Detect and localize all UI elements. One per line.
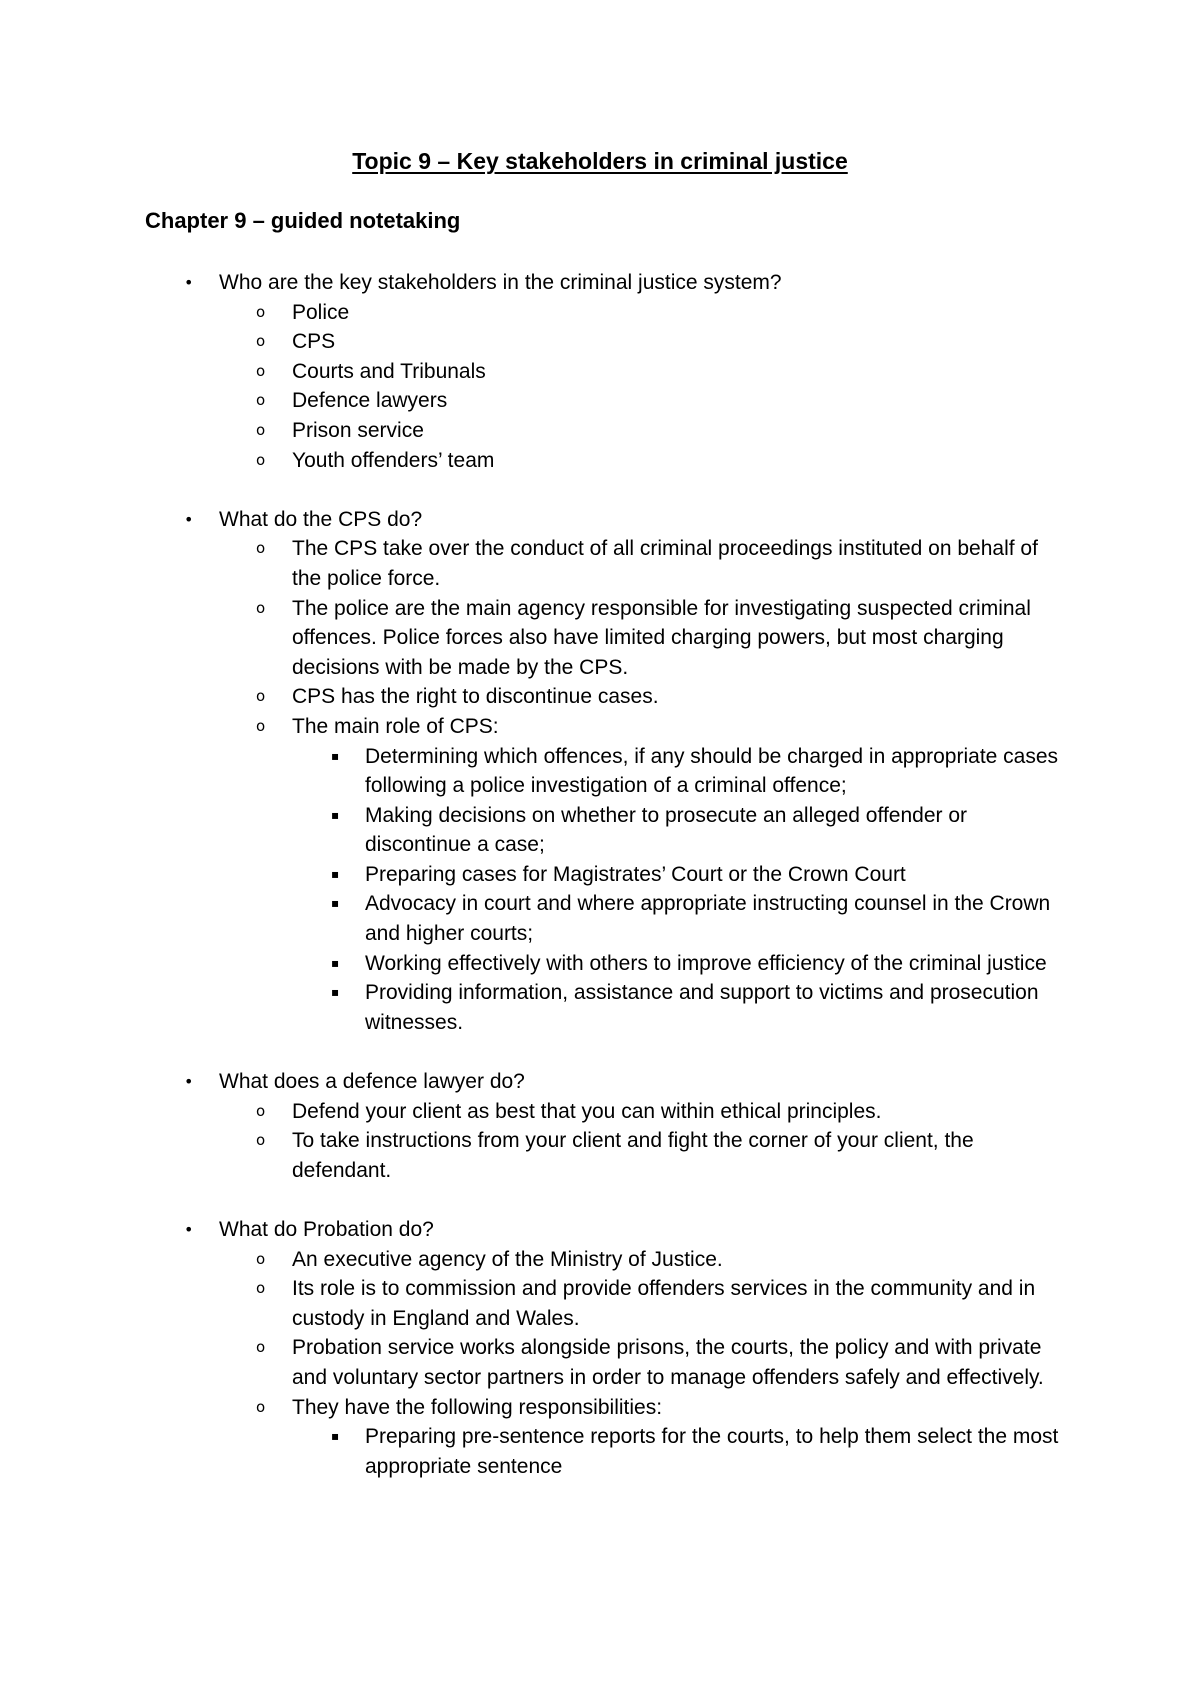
sub-answer-item — [0, 949, 1200, 979]
circle-bullet-icon: o — [256, 361, 266, 380]
answer-text: CPS — [292, 330, 336, 354]
answer-item — [0, 416, 1200, 446]
sub-answer-item — [0, 801, 1200, 860]
question-text: What do Probation do? — [219, 1218, 434, 1241]
circle-bullet-icon: o — [256, 1397, 266, 1416]
circle-bullet-icon: o — [256, 1249, 266, 1268]
sub-answer-text: Advocacy in court and where appropriate instructing counsel in the Crown and higher courts; — [365, 892, 1051, 946]
sub-answer-item — [0, 978, 1200, 1037]
question-item — [0, 1215, 1200, 1245]
sub-answer-text: Providing information, assistance and support to victims and prosecution witnesses. — [365, 981, 1039, 1034]
question-text: What does a defence lawyer do? — [219, 1070, 525, 1094]
answer-item — [0, 1126, 1200, 1185]
square-bullet-icon: ▪ — [331, 748, 340, 763]
sub-answer-text: Preparing cases for Magistrates’ Court or the Crown Court — [365, 862, 906, 886]
answer-item — [0, 594, 1200, 683]
answer-item — [0, 298, 1200, 328]
sub-answer-item — [0, 889, 1200, 948]
sub-answer-item — [0, 860, 1200, 890]
answer-text: An executive agency of the Ministry of Justice. — [292, 1247, 723, 1271]
answer-item — [0, 1393, 1200, 1423]
answer-text: Defend your client as best that you can within ethical principles. — [292, 1099, 882, 1123]
circle-bullet-icon: o — [256, 450, 266, 469]
answer-text: CPS has the right to discontinue cases. — [292, 685, 659, 709]
page-title: Topic 9 – Key stakeholders in criminal justice — [352, 148, 848, 174]
sub-answer-text: Making decisions on whether to prosecute an alleged offender or discontinue a case; — [365, 803, 967, 857]
question-item — [0, 268, 1200, 298]
answer-text: Youth offenders’ team — [292, 448, 495, 472]
sub-answer-text: Working effectively with others to improve efficiency of the criminal justice — [365, 951, 1047, 975]
question-item — [0, 505, 1200, 535]
sub-answer-text: Determining which offences, if any should be charged in appropriate cases following a police investigation of a criminal offence; — [365, 744, 1059, 798]
sub-answer-item — [0, 742, 1200, 801]
answer-text: Defence lawyers — [292, 389, 448, 413]
answer-item — [0, 1245, 1200, 1275]
bullet-icon: • — [184, 1072, 194, 1092]
square-bullet-icon: ▪ — [331, 866, 340, 881]
answer-text: They have the following responsibilities: — [292, 1395, 663, 1419]
answer-text: To take instructions from your client and fight the corner of your client, the defendant. — [292, 1129, 974, 1182]
question-item — [0, 1067, 1200, 1097]
circle-bullet-icon: o — [256, 332, 266, 351]
answer-text: Its role is to commission and provide offenders services in the community and in custody in England and Wales. — [292, 1277, 1036, 1330]
answer-item — [0, 386, 1200, 416]
bullet-icon: • — [184, 509, 194, 529]
circle-bullet-icon: o — [256, 302, 266, 321]
circle-bullet-icon: o — [256, 598, 266, 617]
question-text: What do the CPS do? — [219, 507, 423, 531]
answer-text: Courts and Tribunals — [292, 359, 486, 383]
question-section — [0, 1067, 1200, 1185]
notes-content — [0, 268, 1200, 1511]
bullet-icon: • — [184, 1220, 194, 1239]
answer-text: Police — [292, 300, 350, 324]
answer-item — [0, 1097, 1200, 1127]
answer-text: The police are the main agency responsible for investigating suspected criminal offences. Police forces also have limited charging powers, but most charging decisions with be made by the CPS. — [292, 596, 1031, 679]
answer-item — [0, 534, 1200, 593]
circle-bullet-icon: o — [256, 1101, 266, 1120]
answer-item — [0, 327, 1200, 357]
answer-item — [0, 446, 1200, 476]
square-bullet-icon: ▪ — [331, 1429, 340, 1444]
answer-text: Probation service works alongside prisons, the courts, the policy and with private and voluntary sector partners in order to manage offenders safely and effectively. — [292, 1336, 1044, 1389]
square-bullet-icon: ▪ — [331, 985, 340, 1000]
question-text: Who are the key stakeholders in the criminal justice system? — [219, 271, 782, 294]
circle-bullet-icon: o — [256, 687, 266, 706]
question-section — [0, 505, 1200, 1038]
answer-item — [0, 357, 1200, 387]
answer-text: The main role of CPS: — [292, 714, 499, 738]
answer-text: Prison service — [292, 418, 424, 442]
square-bullet-icon: ▪ — [331, 807, 340, 822]
circle-bullet-icon: o — [256, 716, 266, 735]
answer-item — [0, 1333, 1200, 1392]
circle-bullet-icon: o — [256, 391, 266, 410]
question-section — [0, 268, 1200, 475]
square-bullet-icon: ▪ — [331, 955, 340, 970]
circle-bullet-icon: o — [256, 1131, 266, 1150]
circle-bullet-icon: o — [256, 1279, 266, 1298]
bullet-icon: • — [184, 273, 194, 292]
circle-bullet-icon: o — [256, 1338, 266, 1357]
answer-text: The CPS take over the conduct of all criminal proceedings instituted on behalf of the police force. — [292, 537, 1038, 590]
sub-answer-text: Preparing pre-sentence reports for the courts, to help them select the most appropriate sentence — [365, 1425, 1059, 1478]
square-bullet-icon: ▪ — [331, 896, 340, 911]
answer-item — [0, 1274, 1200, 1333]
sub-answer-item — [0, 1422, 1200, 1481]
circle-bullet-icon: o — [256, 539, 266, 558]
chapter-heading: Chapter 9 – guided notetaking — [145, 208, 461, 233]
answer-item — [0, 682, 1200, 712]
answer-item — [0, 712, 1200, 742]
question-section — [0, 1215, 1200, 1481]
circle-bullet-icon: o — [256, 420, 266, 439]
